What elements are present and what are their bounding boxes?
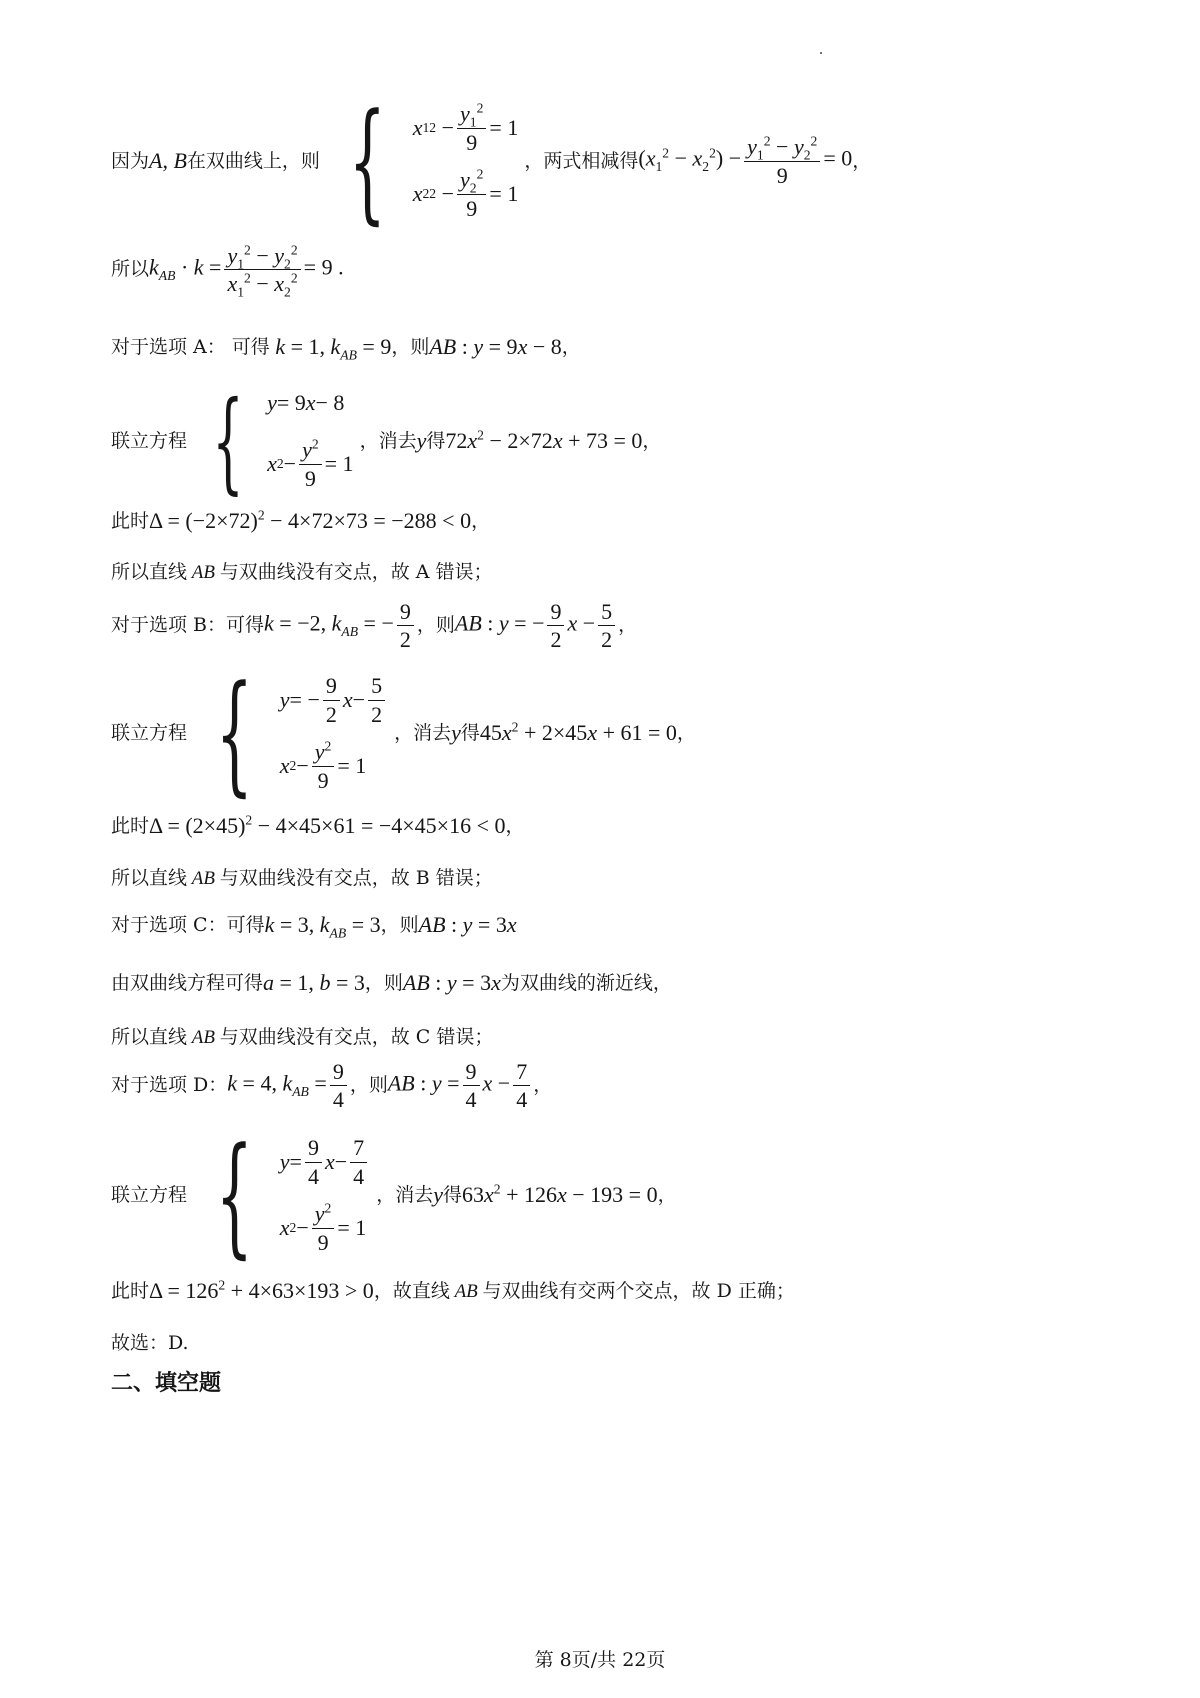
equation-system: { y = − $\frac{9}{2}$ x − $\frac{5}{2}$ x 2 − $\frac{y^2}{9}$ = 1 bbox=[193, 668, 388, 798]
math-subtracted: $(x_1^2 - x_2^2)$ − $\frac{y_1^2 - y_2^2}{9}$ = 0 bbox=[638, 134, 853, 188]
page-footer: 第 8页/共 22页 bbox=[534, 1649, 666, 1671]
text: 由双曲线方程可得 bbox=[111, 971, 264, 994]
line-option-c-conclusion: 所以直线 AB 与双曲线没有交点，故 C 错误； bbox=[111, 1025, 494, 1048]
text: 因为 bbox=[111, 149, 150, 172]
text: ，则 bbox=[364, 971, 403, 994]
text: 此时 bbox=[111, 1279, 150, 1302]
text: 得 bbox=[426, 429, 446, 452]
text: ，消去 bbox=[376, 1183, 434, 1206]
text: 所以直线 bbox=[111, 560, 188, 583]
line-option-d: 对于选项 D：k = 4, $k_{AB}$ = $\frac{9}{4}$ ，则AB : y = $\frac{9}{4}$ x − $\frac{7}{4}$ ， bbox=[111, 1059, 553, 1113]
text: ，则 bbox=[380, 913, 419, 936]
text: 所以直线 bbox=[111, 866, 188, 889]
line-option-b-conclusion: 所以直线 AB 与双曲线没有交点，故 B 错误； bbox=[111, 866, 493, 889]
text: ，故直线 bbox=[373, 1279, 450, 1302]
text: 与双曲线没有交点，故 B 错误； bbox=[219, 866, 493, 889]
line-option-c-asymptote: 由双曲线方程可得a = 1, b = 3，则AB : y = 3x为双曲线的渐近线， bbox=[111, 970, 672, 995]
text: 对于选项 B：可得 bbox=[111, 614, 265, 637]
line-option-a: 对于选项 A： 可得 k = 1, $k_{AB} = 9$，则AB : y = 9x − 8， bbox=[111, 334, 581, 363]
scan-speck bbox=[820, 52, 822, 54]
text: 所以直线 bbox=[111, 1025, 188, 1048]
section-heading: 二、填空题 bbox=[111, 1371, 222, 1396]
text: 与双曲线没有交点，故 C 错误； bbox=[219, 1025, 494, 1048]
math-AB: A, B bbox=[149, 148, 187, 173]
text: 为双曲线的渐近线， bbox=[500, 971, 672, 994]
text: 所以 bbox=[111, 258, 150, 281]
text: 联立方程 bbox=[111, 429, 188, 452]
text: 此时 bbox=[111, 814, 150, 837]
text: 对于选项 A： 可得 bbox=[111, 335, 270, 358]
line-option-a-system: 联立方程 { y = 9 x − 8 x 2 − $\frac{y^2}{9}$ = 1 ，消去y得$72x^2 - 2\times 72x + 73 = 0$， bbox=[111, 377, 662, 505]
text: 对于选项 D： bbox=[111, 1074, 228, 1097]
line-option-b: 对于选项 B：可得k = −2, $k_{AB}$ = − $\frac{9}{2}$ ，则AB : y = − $\frac{9}{2}$ x − $\frac{5}{2}$ ， bbox=[111, 599, 638, 653]
text: 得 bbox=[460, 721, 480, 744]
equation-system: { y = 9 x − 8 x 2 − $\frac{y^2}{9}$ = 1 bbox=[212, 377, 354, 505]
text: 联立方程 bbox=[111, 721, 188, 744]
line-option-d-delta: 此时$\Delta = 126^2 + 4\times 63\times 193 > 0$，故直线 AB 与双曲线有交两个交点，故 D 正确； bbox=[111, 1277, 795, 1303]
text: ，则 bbox=[391, 335, 430, 358]
text: 与双曲线没有交点，故 A 错误； bbox=[219, 560, 493, 583]
text: 联立方程 bbox=[111, 1183, 188, 1206]
text: 对于选项 C：可得 bbox=[111, 913, 265, 936]
text: 此时 bbox=[111, 509, 150, 532]
line-option-b-system: 联立方程 { y = − $\frac{9}{2}$ x − $\frac{5}{2}$ x 2 − $\frac{y^2}{9}$ = 1 ，消去y得$45x^2 + 2\times 45x + 61 = 0$， bbox=[111, 657, 696, 809]
line-option-a-delta: 此时$\Delta = (-2\times 72)^2 - 4\times 72\times 73 = -288 < 0$， bbox=[111, 507, 491, 533]
line-option-a-conclusion: 所以直线 AB 与双曲线没有交点，故 A 错误； bbox=[111, 560, 493, 583]
text: 故选：D. bbox=[111, 1331, 189, 1354]
line-slope-product bbox=[111, 242, 344, 300]
text: ，消去 bbox=[394, 721, 452, 744]
line-option-c: 对于选项 C：可得k = 3, $k_{AB} = 3$，则AB : y = 3x bbox=[111, 912, 517, 941]
line-answer bbox=[111, 1333, 189, 1353]
text: ，消去 bbox=[359, 429, 417, 452]
line-option-d-system: 联立方程 { y = $\frac{9}{4}$ x − $\frac{7}{4}$ x 2 − $\frac{y^2}{9}$ = 1 ，消去y得$63x^2 + 126x - 193 = 0$， bbox=[111, 1119, 677, 1271]
text: ，两式相减得 bbox=[524, 149, 639, 172]
equation-system: { y = $\frac{9}{4}$ x − $\frac{7}{4}$ x 2 − $\frac{y^2}{9}$ = 1 bbox=[215, 1119, 367, 1271]
text: ，则 bbox=[416, 614, 455, 637]
text: 与双曲线有交两个交点，故 D 正确； bbox=[482, 1279, 795, 1302]
equation-system: { x 1 2 − $\frac{y_1^2}{9}$ = 1 x 2 2 − $\frac{y_2^2}{9}$ = 1 bbox=[348, 85, 519, 237]
line-hyperbola-system: 因为A, B在双曲线上，则 { x 1 2 − $\frac{y_1^2}{9}$ = 1 x 2 2 − $\frac{y_2^2}{9}$ = 1 ，两式相减得$(x_1^2 - x_2^2)$ − $\frac{y_1^2 - y_2^2}{9}$ = 0， bbox=[111, 85, 872, 237]
text: 在双曲线上，则 bbox=[186, 149, 320, 172]
math-slope-product: $k_{AB} \cdot k$ = $\frac{y_1^2 - y_2^2}{x_1^2 - x_2^2}$ = 9 . bbox=[149, 242, 344, 300]
text: 得 bbox=[442, 1183, 462, 1206]
text: ，则 bbox=[349, 1074, 388, 1097]
line-option-b-delta: 此时$\Delta = (2\times 45)^2 - 4\times 45\times 61 = -4\times 45\times 16 < 0$， bbox=[111, 812, 525, 838]
